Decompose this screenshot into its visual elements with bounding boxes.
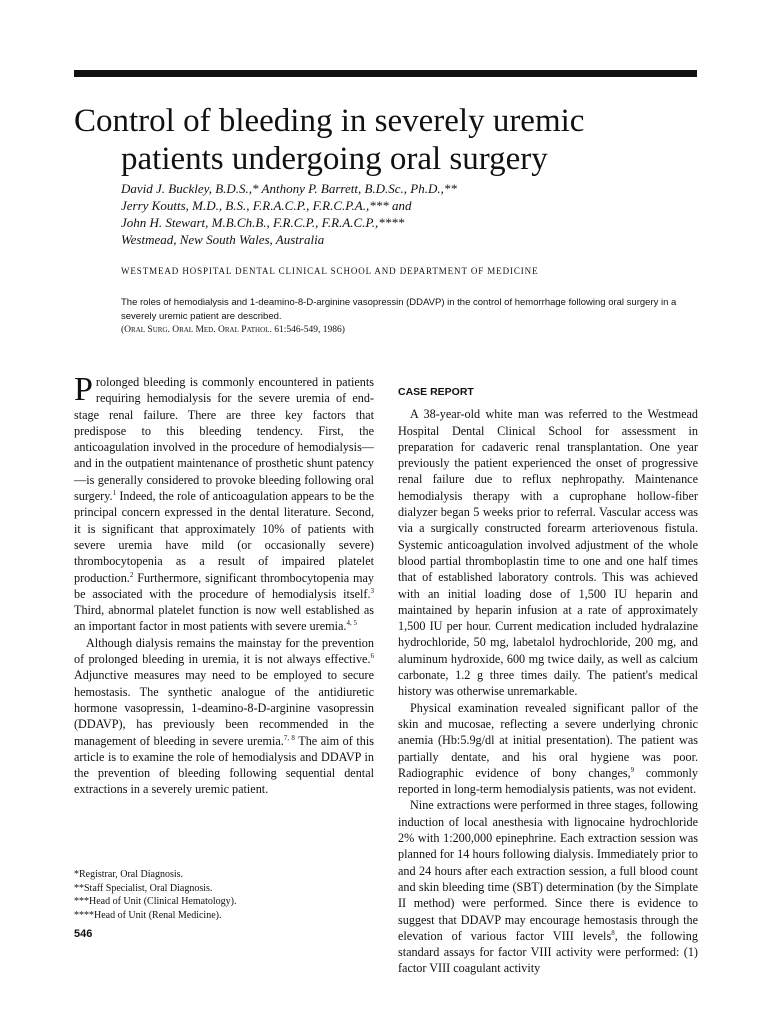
footnote: *Registrar, Oral Diagnosis. xyxy=(74,869,184,880)
citation: (Oral Surg. Oral Med. Oral Pathol. 61:546-549, 1986) xyxy=(121,325,345,335)
author-line: David J. Buckley, B.D.S.,* Anthony P. Barrett, B.D.Sc., Ph.D.,** xyxy=(121,181,457,196)
ref-superscript: 6 xyxy=(370,651,374,660)
title-line-1: Control of bleeding in severely uremic xyxy=(74,103,585,139)
right-column xyxy=(398,374,698,977)
case-paragraph-3 xyxy=(398,797,698,976)
footnote: ****Head of Unit (Renal Medicine). xyxy=(74,909,222,921)
body-text: Adjunctive measures may need to be employed to secure hemostasis. The synthetic analogue of the antidiuretic hormone vasopressin, 1-deamino-8-D-arginine vasopressin (DDAVP), has previously been recommended in the management of bleeding in severe uremia. xyxy=(74,668,374,748)
intro-paragraph-1 xyxy=(74,371,374,635)
left-column xyxy=(74,371,375,798)
author-line: John H. Stewart, M.B.Ch.B., F.R.C.P., F.R.A.C.P.,**** xyxy=(121,215,405,230)
case-paragraph-1: A 38-year-old white man was referred to the Westmead Hospital Dental Clinical School for assessment in preparation for cadaveric renal transplantation. One year previously the patient experienced the onset of progressive renal failure due to reflux nephropathy. Maintenance hemodialysis therapy with a cuprophane hollow-fiber dialyzer began 5 weeks prior to referral. Vascular access was via a surgically constructed forearm arteriovenous fistula. Systemic anticoagulation involved adjustment of the whole blood partial thromboplastin time to one and one half times that of established laboratory controls. This was achieved with an initial loading dose of 1,500 IU heparin and maintained by heparin infusion at a rate of approximately 1,500 IU per hour. Current medication included hydralazine hydrochloride, 50 mg, labetalol hydrochloride, 200 mg, and aluminum hydroxide, 600 mg twice daily, as well as calcium carbonate, 1.2 g three times daily. The patient's medical history was otherwise unremarkable. xyxy=(398,407,698,699)
author-line: Jerry Koutts, M.D., B.S., F.R.A.C.P., F.R.C.P.A.,*** and xyxy=(121,198,412,213)
body-text: Physical examination revealed significant pallor of the skin and mucosae, reflecting a severe underlying chronic anemia (Hb:5.9g/dl at initial presentation). The patient was partially dentate, and his oral hygiene was poor. Radiographic evidence of bony changes, xyxy=(398,700,698,780)
body-text: Nine extractions were performed in three stages, following induction of local anesthesia with lignocaine hydrochloride 2% with 1:200,000 epinephrine. Each extraction session was planned for 14 hours following dialysis. Immediately prior to and 24 hours after each extraction session, a full blood count and skin bleeding time (SBT) determination (by the Simplate II method) were performed. Since there is evidence to suggest that DDAVP may encourage hemostasis through the elevation of various factor VIII levels xyxy=(398,798,698,943)
footnotes xyxy=(74,868,374,922)
ref-superscript: 2 xyxy=(129,570,134,579)
page-number: 546 xyxy=(74,928,93,940)
title-line-2: patients undergoing oral surgery xyxy=(121,141,548,177)
institution: WESTMEAD HOSPITAL DENTAL CLINICAL SCHOOL AND DEPARTMENT OF MEDICINE xyxy=(121,266,539,276)
ref-superscript: 1 xyxy=(112,489,117,498)
abstract: The roles of hemodialysis and 1-deamino-8-D-arginine vasopressin (DDAVP) in the control of hemorrhage following oral surgery in a severely uremic patient are described. xyxy=(121,297,677,322)
ref-superscript: 7, 8 xyxy=(283,733,295,742)
case-paragraph-2 xyxy=(398,700,698,798)
body-text: Indeed, the role of anticoagulation appears to be the principal concern expressed in the dental literature. Second, it is significant that approximately 10% of patients with severe uremia have mild (or occasionally severe) thrombocytopenia as a result of impaired platelet production. xyxy=(74,489,374,585)
body-text: , the following standard assays for factor VIII activity were performed: (1) factor VIII coagulant activity xyxy=(398,928,698,976)
ref-superscript: 8 xyxy=(611,928,615,937)
body-text: Furthermore, significant thrombocytopenia may be associated with the procedure of hemodialysis itself. xyxy=(74,570,374,601)
ref-superscript: 4, 5 xyxy=(346,619,357,628)
citation-ref: 61:546-549, 1986) xyxy=(271,325,345,335)
author-list xyxy=(121,180,681,248)
footnote: **Staff Specialist, Oral Diagnosis. xyxy=(74,882,213,894)
author-location: Westmead, New South Wales, Australia xyxy=(121,232,325,247)
top-rule xyxy=(74,70,697,77)
body-text: rolonged bleeding is commonly encountered in patients requiring hemodialysis for the severe uremia of end-stage renal failure. There are three key factors that predispose to this bleeding tendency. First, the anticoagulation involved in the procedure of hemodialysis—and in the outpatient maintenance of prosthetic shunt patency—is generally considered to provoke bleeding following oral surgery. xyxy=(74,375,374,504)
body-text: Third, abnormal platelet function is now well established as an important factor in most patients with severe uremia. xyxy=(74,603,374,634)
ref-superscript: 9 xyxy=(630,765,635,774)
drop-cap: P xyxy=(74,371,93,408)
body-text: commonly reported in long-term hemodialysis patients, was not evident. xyxy=(398,765,698,797)
footnote: ***Head of Unit (Clinical Hematology). xyxy=(74,896,237,907)
citation-journal: Oral Surg. Oral Med. Oral Pathol. xyxy=(124,325,272,335)
article-title xyxy=(74,102,714,178)
ref-superscript: 3 xyxy=(370,586,374,595)
intro-paragraph-2 xyxy=(74,635,374,798)
body-text: Although dialysis remains the mainstay for the prevention of prolonged bleeding in uremia, it is not always effective. xyxy=(74,635,374,667)
body-text: The aim of this article is to examine the role of hemodialysis and DDAVP in the prevention of bleeding following sequential dental extractions in a severely uremic patient. xyxy=(74,733,375,797)
section-heading: CASE REPORT xyxy=(398,386,474,398)
